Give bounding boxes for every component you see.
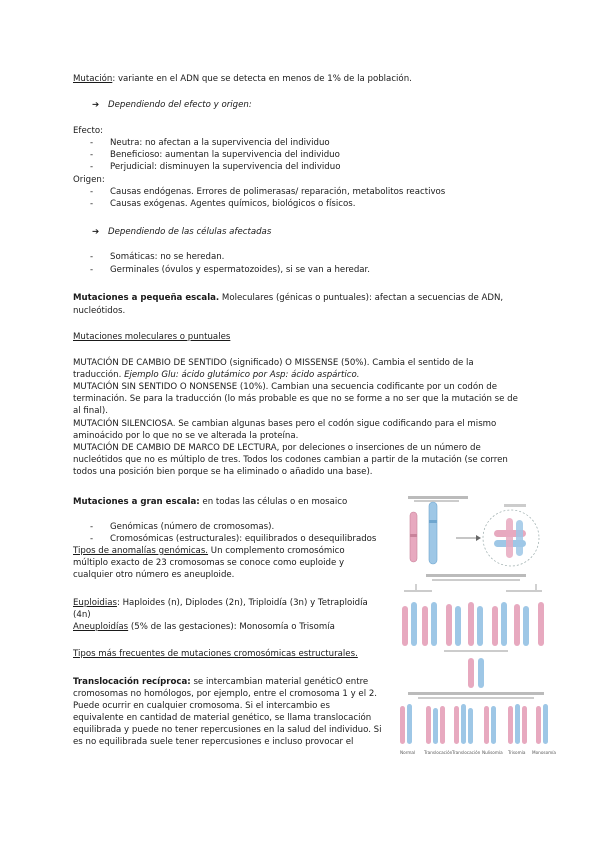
mutacion-rest: : variante en el ADN que se detecta en menos de 1% de la población.	[112, 74, 412, 84]
figure-label-trisomia: Trisomía	[508, 750, 526, 755]
marco-line2: nucleótidos que no es múltiplo de tres. Todos los codones cambian a partir de la mutación (se corren	[73, 455, 508, 465]
nonsense-line1: MUTACIÓN SIN SENTIDO O NONSENSE (10%). Cambian una secuencia codificante por un codón de	[73, 382, 498, 392]
arrow-right-icon: ➔	[92, 100, 100, 110]
euploidias-line2: (4n)	[73, 610, 91, 620]
figure-label-nulisomia: Nulisomía	[482, 750, 503, 755]
heading-celulas	[92, 227, 271, 238]
silenciosa-line2: aminoácido por lo que no se ve alterada la proteína.	[73, 431, 299, 441]
efecto-label: Efecto:	[73, 126, 103, 136]
translocacion-line6: es no equilibrada suele tener repercusiones e incluso provocar el	[73, 737, 354, 747]
mutacion-definition	[73, 74, 412, 85]
list-item: - Genómicas (número de cromosomas).	[90, 522, 275, 532]
silenciosa-line1: MUTACIÓN SILENCIOSA. Se cambian algunas bases pero el codón sigue codificando para el mismo	[73, 419, 497, 429]
list-item: - Perjudicial: disminuyen la supervivencia del individuo	[90, 162, 341, 172]
figure-third-panel	[468, 658, 484, 688]
heading-efecto-origen-text: Dependiendo del efecto y origen:	[108, 100, 252, 110]
figure-top-panel	[408, 496, 539, 566]
arrow-right-icon: ➔	[92, 227, 100, 237]
pequena-escala-title: Mutaciones a pequeña escala.	[73, 293, 220, 303]
list-item: - Causas exógenas. Agentes químicos, biológicos o físicos.	[90, 199, 356, 209]
tipos-genomicas-line2: múltiplo exacto de 23 cromosomas se conoce como euploide y	[73, 558, 345, 568]
figure-bottom-panel	[400, 704, 548, 744]
figure-middle-panel	[402, 602, 544, 646]
translocacion-line3: Puede ocurrir en cualquier cromosoma. Si el intercambio es	[73, 701, 330, 711]
tipos-estructurales-heading: Tipos más frecuentes de mutaciones cromosómicas estructurales.	[73, 649, 358, 659]
missense-line1: MUTACIÓN DE CAMBIO DE SENTIDO (significado) O MISSENSE (50%). Cambia el sentido de la	[73, 358, 474, 368]
chromosome-figure	[396, 490, 556, 776]
nonsense-line3: al final).	[73, 406, 108, 416]
pequena-escala-line1: Mutaciones a pequeña escala. Moleculares (génicas o puntuales): afectan a secuencias de ADN,	[73, 293, 504, 303]
missense-line2: traducción. Ejemplo Glu: ácido glutámico por Asp: ácido aspártico.	[73, 370, 360, 380]
figure-label-monosomia: Monosomía	[532, 750, 556, 755]
euploidias-term: Euploidias	[73, 598, 117, 608]
origen-label: Origen:	[73, 175, 105, 185]
gran-escala-title: Mutaciones a gran escala:	[73, 497, 200, 507]
tipos-genomicas-term: Tipos de anomalías genómicas.	[73, 546, 209, 556]
translocacion-line5: equilibrada y puede no tener repercusiones en la salud del individuo. Si	[73, 725, 382, 735]
list-item: - Germinales (óvulos y espermatozoides), si se van a heredar.	[90, 265, 371, 275]
translocacion-line1: Translocación recíproca: se intercambian material genéticO entre	[73, 677, 369, 687]
translocacion-title: Translocación recíproca:	[73, 677, 191, 687]
translocacion-line4: equivalente en cantidad de material genético, se llama translocación	[73, 713, 372, 723]
figure-label-normal: Normal	[400, 750, 416, 755]
marco-line3: todos una posición bien porque se ha eliminado o añadido una base).	[73, 467, 373, 477]
heading-celulas-text: Dependiendo de las células afectadas	[108, 227, 272, 237]
figure-label-translocacion-2: Translocación	[452, 750, 481, 755]
list-item: - Causas endógenas. Errores de polimerasas/ reparación, metabolitos reactivos	[90, 187, 446, 197]
aneuploidias-line: Aneuploidías (5% de las gestaciones): Monosomía o Trisomía	[73, 622, 335, 632]
heading-efecto-origen	[92, 100, 252, 111]
mutacion-term: Mutación	[73, 74, 113, 84]
list-item: - Neutra: no afectan a la supervivencia del individuo	[90, 138, 330, 148]
euploidias-line1: Euploidias: Haploides (n), Diplodes (2n), Triploidía (3n) y Tetraploidía	[73, 598, 368, 608]
translocacion-line2: cromosomas no homólogos, por ejemplo, entre el cromosoma 1 y el 2.	[73, 689, 378, 699]
pequena-escala-line2: nucleótidos.	[73, 306, 126, 316]
missense-example: Ejemplo Glu: ácido glutámico por Asp: ácido aspártico.	[124, 370, 360, 380]
marco-line1: MUTACIÓN DE CAMBIO DE MARCO DE LECTURA, por deleciones o inserciones de un número de	[73, 443, 481, 453]
aneuploidias-term: Aneuploidías	[73, 622, 129, 632]
list-item: - Beneficioso: aumentan la supervivencia del individuo	[90, 150, 340, 160]
moleculares-heading: Mutaciones moleculares o puntuales	[73, 332, 231, 342]
tipos-genomicas-line1: Tipos de anomalías genómicas. Un complemento cromosómico	[73, 546, 345, 556]
gran-escala-line: Mutaciones a gran escala: en todas las células o en mosaico	[73, 497, 348, 507]
figure-label-translocacion-1: Translocación	[424, 750, 453, 755]
list-item: - Somáticas: no se heredan.	[90, 252, 225, 262]
list-item: - Cromosómicas (estructurales): equilibrados o desequilibrados	[90, 534, 377, 544]
tipos-genomicas-line3: cualquier otro número es aneuploide.	[73, 570, 235, 580]
nonsense-line2: terminación. Se para la traducción (lo más probable es que no se forme a no ser que la mutación se de	[73, 394, 518, 404]
